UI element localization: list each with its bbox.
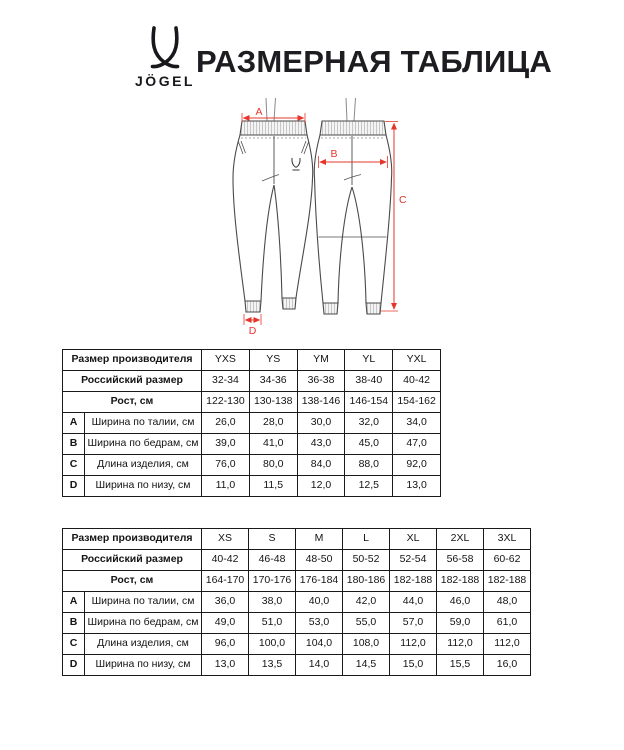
russian-size-value: 46-48 <box>249 550 296 571</box>
measurement-value: 96,0 <box>202 634 249 655</box>
measurement-value: 76,0 <box>202 455 250 476</box>
russian-size-value: 56-58 <box>437 550 484 571</box>
measurement-value: 61,0 <box>484 613 531 634</box>
height-value: 180-186 <box>343 571 390 592</box>
size-col-header: L <box>343 529 390 550</box>
height-value: 154-162 <box>393 392 441 413</box>
height-label: Рост, см <box>63 571 202 592</box>
measurement-value: 112,0 <box>437 634 484 655</box>
measurement-value: 13,5 <box>249 655 296 676</box>
russian-size-value: 36-38 <box>297 371 345 392</box>
measurement-letter: C <box>63 634 85 655</box>
size-col-header: YL <box>345 350 393 371</box>
size-col-header: XL <box>390 529 437 550</box>
dimension-label-a: A <box>255 106 263 118</box>
measurement-value: 44,0 <box>390 592 437 613</box>
measurement-value: 42,0 <box>343 592 390 613</box>
measurement-label: Ширина по низу, см <box>85 655 202 676</box>
russian-size-label: Российский размер <box>63 371 202 392</box>
measurement-value: 51,0 <box>249 613 296 634</box>
measurement-value: 13,0 <box>393 476 441 497</box>
table-row <box>63 413 441 434</box>
youth-size-table <box>62 349 441 497</box>
size-col-header: S <box>249 529 296 550</box>
table-row <box>63 529 531 550</box>
table-row <box>63 613 531 634</box>
size-col-header: 2XL <box>437 529 484 550</box>
pants-front-view <box>233 98 313 312</box>
table-row <box>63 434 441 455</box>
russian-size-value: 40-42 <box>202 550 249 571</box>
manufacturer-size-label: Размер производителя <box>63 529 202 550</box>
table-row <box>63 476 441 497</box>
table-row <box>63 655 531 676</box>
height-value: 170-176 <box>249 571 296 592</box>
measurement-value: 14,0 <box>296 655 343 676</box>
table-row <box>63 550 531 571</box>
measurement-value: 43,0 <box>297 434 345 455</box>
height-value: 182-188 <box>484 571 531 592</box>
russian-size-value: 34-36 <box>249 371 297 392</box>
table-row <box>63 455 441 476</box>
adult-size-table <box>62 528 531 676</box>
measurement-value: 41,0 <box>249 434 297 455</box>
measurement-label: Длина изделия, см <box>85 634 202 655</box>
measurement-value: 47,0 <box>393 434 441 455</box>
measurement-value: 36,0 <box>202 592 249 613</box>
size-col-header: YS <box>249 350 297 371</box>
dimension-label-d: D <box>248 325 257 337</box>
height-value: 138-146 <box>297 392 345 413</box>
measurement-value: 28,0 <box>249 413 297 434</box>
size-col-header: 3XL <box>484 529 531 550</box>
measurement-letter: B <box>63 434 85 455</box>
russian-size-value: 52-54 <box>390 550 437 571</box>
measurement-label: Ширина по низу, см <box>85 476 202 497</box>
measurement-value: 112,0 <box>484 634 531 655</box>
measurement-value: 112,0 <box>390 634 437 655</box>
size-col-header: YXL <box>393 350 441 371</box>
table-row <box>63 350 441 371</box>
measurement-value: 34,0 <box>393 413 441 434</box>
russian-size-value: 38-40 <box>345 371 393 392</box>
manufacturer-size-label: Размер производителя <box>63 350 202 371</box>
measurement-value: 88,0 <box>345 455 393 476</box>
measurement-value: 11,5 <box>249 476 297 497</box>
height-value: 130-138 <box>249 392 297 413</box>
measurement-label: Длина изделия, см <box>85 455 202 476</box>
dimension-labels <box>249 106 407 337</box>
table-row <box>63 571 531 592</box>
measurement-value: 55,0 <box>343 613 390 634</box>
measurement-value: 30,0 <box>297 413 345 434</box>
size-col-header: YXS <box>202 350 250 371</box>
size-col-header: M <box>296 529 343 550</box>
measurement-value: 100,0 <box>249 634 296 655</box>
measurement-value: 32,0 <box>345 413 393 434</box>
dimension-label-b: B <box>330 148 338 160</box>
measurement-value: 104,0 <box>296 634 343 655</box>
measurement-value: 46,0 <box>437 592 484 613</box>
russian-size-value: 60-62 <box>484 550 531 571</box>
height-value: 122-130 <box>202 392 250 413</box>
russian-size-label: Российский размер <box>63 550 202 571</box>
measurement-label: Ширина по талии, см <box>85 413 202 434</box>
dimension-label-c: C <box>399 194 407 206</box>
measurement-value: 12,5 <box>345 476 393 497</box>
measurement-value: 108,0 <box>343 634 390 655</box>
page-title: РАЗМЕРНАЯ ТАБЛИЦА <box>196 44 552 79</box>
pants-back-view <box>314 98 392 314</box>
measurement-value: 16,0 <box>484 655 531 676</box>
measurement-value: 14,5 <box>343 655 390 676</box>
jogel-logo-icon <box>148 26 182 70</box>
table-row <box>63 592 531 613</box>
russian-size-value: 50-52 <box>343 550 390 571</box>
height-value: 164-170 <box>202 571 249 592</box>
measurement-letter: A <box>63 413 85 434</box>
measurement-label: Ширина по бедрам, см <box>85 613 202 634</box>
measurement-value: 53,0 <box>296 613 343 634</box>
measurement-value: 57,0 <box>390 613 437 634</box>
russian-size-value: 40-42 <box>393 371 441 392</box>
measurement-value: 80,0 <box>249 455 297 476</box>
height-value: 146-154 <box>345 392 393 413</box>
measurement-value: 40,0 <box>296 592 343 613</box>
table-row <box>63 392 441 413</box>
size-col-header: XS <box>202 529 249 550</box>
measurement-letter: A <box>63 592 85 613</box>
pants-measurement-diagram <box>195 90 440 345</box>
height-value: 182-188 <box>437 571 484 592</box>
measurement-label: Ширина по бедрам, см <box>85 434 202 455</box>
russian-size-value: 32-34 <box>202 371 250 392</box>
brand-name: JÖGEL <box>135 73 195 89</box>
measurement-value: 59,0 <box>437 613 484 634</box>
russian-size-value: 48-50 <box>296 550 343 571</box>
height-value: 182-188 <box>390 571 437 592</box>
measurement-letter: D <box>63 655 85 676</box>
measurement-value: 48,0 <box>484 592 531 613</box>
measurement-value: 26,0 <box>202 413 250 434</box>
table-row <box>63 371 441 392</box>
measurement-value: 45,0 <box>345 434 393 455</box>
measurement-value: 15,5 <box>437 655 484 676</box>
size-col-header: YM <box>297 350 345 371</box>
table-row <box>63 634 531 655</box>
measurement-value: 38,0 <box>249 592 296 613</box>
pants-diagram-svg <box>195 90 440 345</box>
height-label: Рост, см <box>63 392 202 413</box>
measurement-letter: C <box>63 455 85 476</box>
measurement-letter: B <box>63 613 85 634</box>
measurement-value: 11,0 <box>202 476 250 497</box>
height-value: 176-184 <box>296 571 343 592</box>
measurement-value: 39,0 <box>202 434 250 455</box>
measurement-value: 49,0 <box>202 613 249 634</box>
measurement-value: 92,0 <box>393 455 441 476</box>
measurement-value: 12,0 <box>297 476 345 497</box>
measurement-value: 15,0 <box>390 655 437 676</box>
measurement-label: Ширина по талии, см <box>85 592 202 613</box>
measurement-letter: D <box>63 476 85 497</box>
measurement-value: 84,0 <box>297 455 345 476</box>
measurement-value: 13,0 <box>202 655 249 676</box>
dimension-lines <box>242 113 398 325</box>
mini-brand-mark-icon <box>292 158 300 170</box>
